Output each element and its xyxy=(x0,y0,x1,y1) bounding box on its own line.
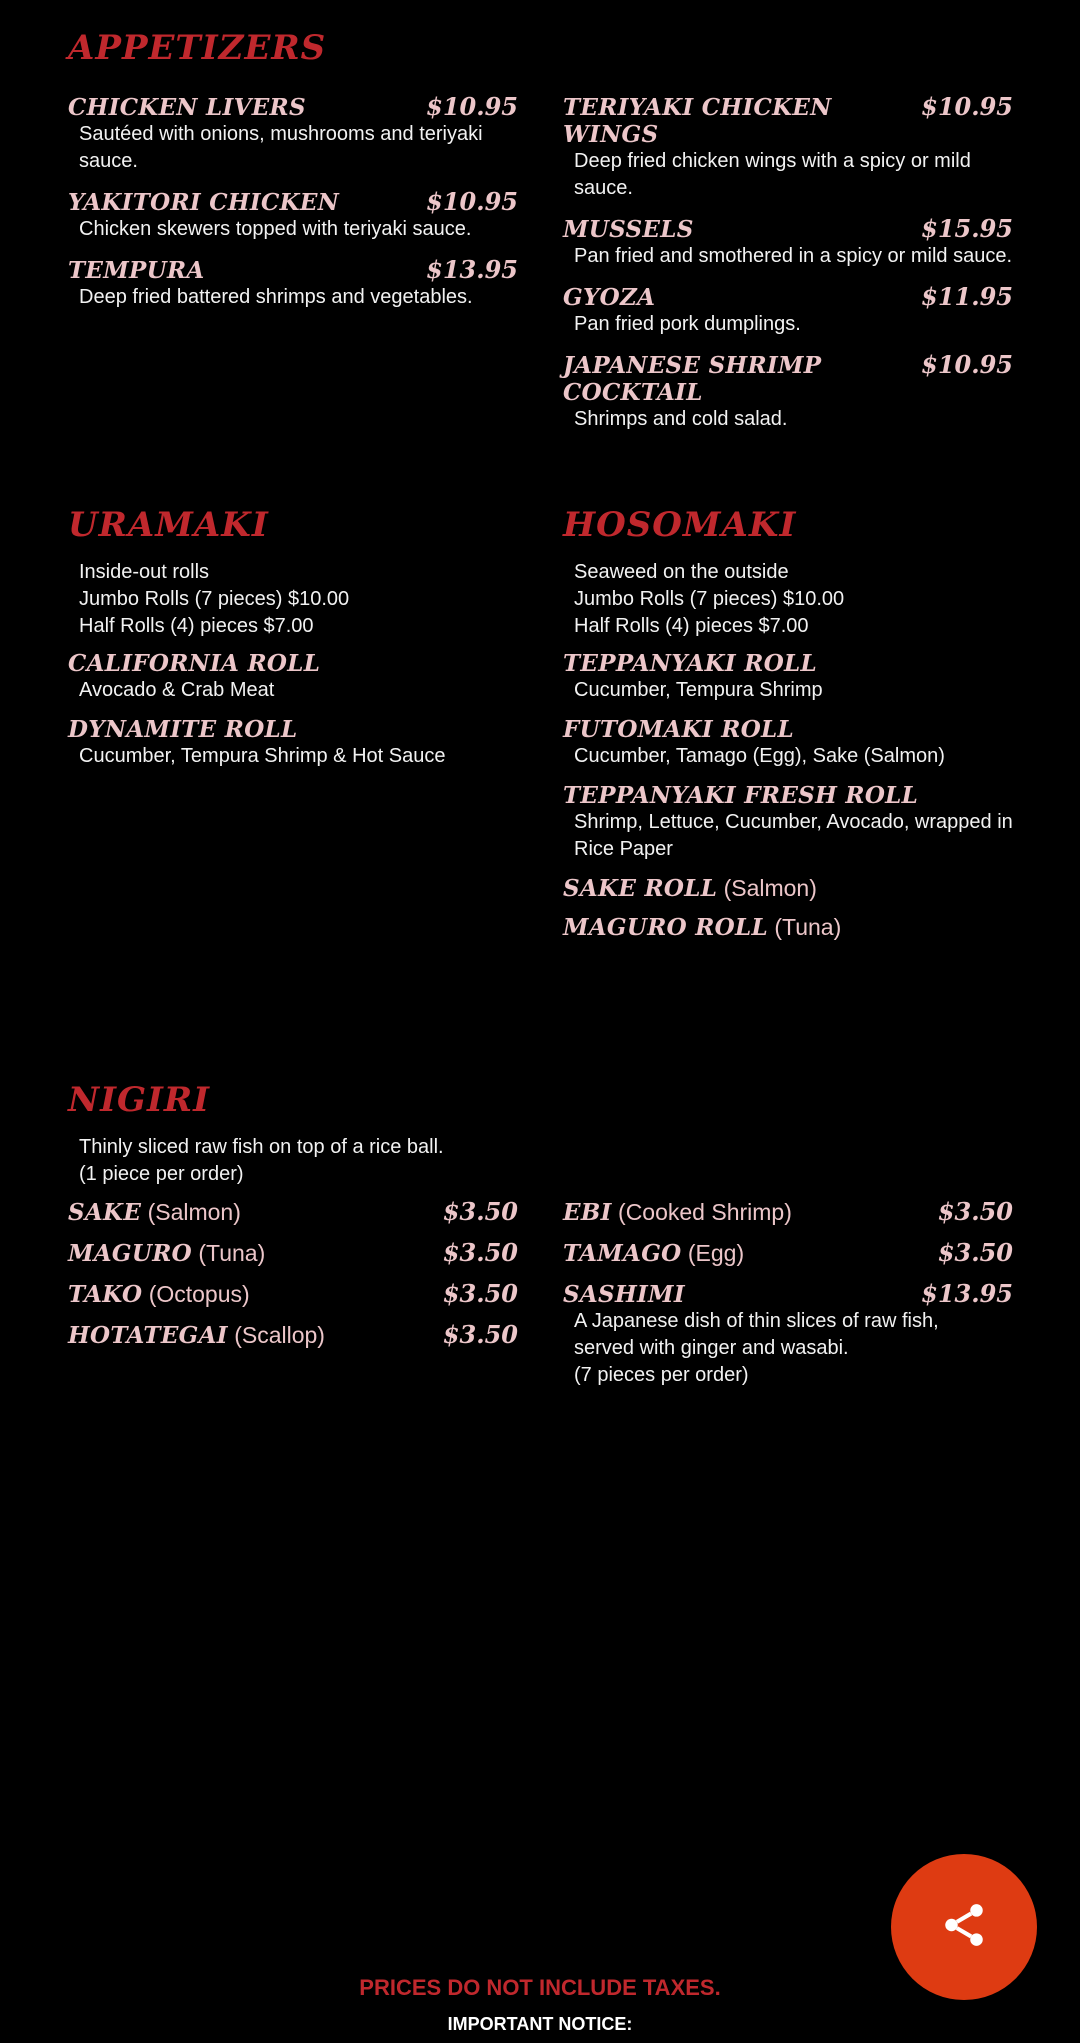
item-price: $10.95 xyxy=(426,92,518,121)
item-description: Deep fried battered shrimps and vegetables. xyxy=(79,286,473,308)
appetizers-right-column xyxy=(563,92,1013,445)
item-description: Pan fried pork dumplings. xyxy=(574,313,801,335)
section-title-nigiri: NIGIRI xyxy=(68,1080,211,1120)
item-subtitle: (Salmon) xyxy=(141,1199,241,1225)
menu-item-yakitori-chicken xyxy=(68,187,518,243)
item-description: A Japanese dish of thin slices of raw fish, served with ginger and wasabi. (7 pieces per order) xyxy=(574,1310,939,1386)
item-name: CHICKEN LIVERS xyxy=(68,94,306,121)
item-price: $15.95 xyxy=(921,214,1013,243)
item-description: Deep fried chicken wings with a spicy or mild sauce. xyxy=(574,150,971,199)
item-subtitle: (Cooked Shrimp) xyxy=(611,1199,792,1225)
menu-item-ebi xyxy=(563,1197,1013,1226)
item-price: $3.50 xyxy=(442,1320,518,1349)
item-price: $3.50 xyxy=(937,1238,1013,1267)
item-name: SAKE ROLL xyxy=(563,875,718,902)
section-title-hosomaki: HOSOMAKI xyxy=(563,505,797,545)
item-price: $13.95 xyxy=(921,1279,1013,1308)
share-button[interactable] xyxy=(891,1854,1037,2000)
item-name: EBI xyxy=(563,1199,612,1226)
menu-item-maguro xyxy=(68,1238,518,1267)
item-price: $10.95 xyxy=(426,187,518,216)
item-subtitle: (Salmon) xyxy=(717,875,817,901)
menu-item-tamago xyxy=(563,1238,1013,1267)
item-subtitle: (Egg) xyxy=(681,1240,745,1266)
menu-item-maguro-roll xyxy=(563,914,1013,941)
item-description: Avocado & Crab Meat xyxy=(79,679,275,701)
section-intro: Thinly sliced raw fish on top of a rice ball. (1 piece per order) xyxy=(79,1136,444,1185)
item-name: TEMPURA xyxy=(68,257,205,284)
nigiri-right-column xyxy=(563,1197,1013,1401)
item-name: TERIYAKI CHICKEN WINGS xyxy=(563,94,832,148)
item-description: Sautéed with onions, mushrooms and teriyaki sauce. xyxy=(79,123,483,172)
item-description: Cucumber, Tempura Shrimp & Hot Sauce xyxy=(79,745,446,767)
appetizers-left-column xyxy=(68,92,518,323)
item-name: YAKITORI CHICKEN xyxy=(68,189,340,216)
item-price: $3.50 xyxy=(937,1197,1013,1226)
item-name: TEPPANYAKI FRESH ROLL xyxy=(563,782,919,809)
menu-item-japanese-shrimp-cocktail xyxy=(563,350,1013,433)
nigiri-left-column xyxy=(68,1197,518,1361)
menu-item-mussels xyxy=(563,214,1013,270)
item-price: $13.95 xyxy=(426,255,518,284)
item-subtitle: (Tuna) xyxy=(767,914,842,940)
item-price: $3.50 xyxy=(442,1238,518,1267)
menu-item-california-roll xyxy=(68,650,518,704)
item-name: MUSSELS xyxy=(563,216,694,243)
item-subtitle: (Octopus) xyxy=(142,1281,250,1307)
menu-item-sake-roll xyxy=(563,875,1013,902)
item-name: SAKE xyxy=(68,1199,142,1226)
item-name: GYOZA xyxy=(563,284,656,311)
item-name: FUTOMAKI ROLL xyxy=(563,716,794,743)
nigiri-intro xyxy=(68,1134,518,1198)
item-name: TAMAGO xyxy=(563,1240,682,1267)
menu-item-dynamite-roll xyxy=(68,716,518,770)
item-description: Pan fried and smothered in a spicy or mild sauce. xyxy=(574,245,1012,267)
item-name: JAPANESE SHRIMP COCKTAIL xyxy=(563,352,822,406)
taxes-notice: PRICES DO NOT INCLUDE TAXES. xyxy=(359,1975,721,2000)
item-description: Chicken skewers topped with teriyaki sauce. xyxy=(79,218,472,240)
item-description: Cucumber, Tamago (Egg), Sake (Salmon) xyxy=(574,745,945,767)
item-price: $3.50 xyxy=(442,1197,518,1226)
section-intro: Seaweed on the outside Jumbo Rolls (7 pieces) $10.00 Half Rolls (4) pieces $7.00 xyxy=(574,561,845,637)
important-notice-heading: IMPORTANT NOTICE: xyxy=(447,2014,633,2034)
item-name: TAKO xyxy=(68,1281,143,1308)
item-description: Shrimp, Lettuce, Cucumber, Avocado, wrapped in Rice Paper xyxy=(574,811,1013,860)
menu-item-gyoza xyxy=(563,282,1013,338)
section-title-uramaki: URAMAKI xyxy=(68,505,269,545)
section-intro: Inside-out rolls Jumbo Rolls (7 pieces) $10.00 Half Rolls (4) pieces $7.00 xyxy=(79,561,350,637)
item-subtitle: (Scallop) xyxy=(227,1322,325,1348)
item-name: SASHIMI xyxy=(563,1281,685,1308)
menu-item-tako xyxy=(68,1279,518,1308)
item-description: Shrimps and cold salad. xyxy=(574,408,788,430)
share-icon xyxy=(939,1900,989,1955)
item-name: TEPPANYAKI ROLL xyxy=(563,650,817,677)
item-price: $3.50 xyxy=(442,1279,518,1308)
menu-item-teppanyaki-roll xyxy=(563,650,1013,704)
item-subtitle: (Tuna) xyxy=(191,1240,266,1266)
item-name: CALIFORNIA ROLL xyxy=(68,650,321,677)
menu-item-sashimi xyxy=(563,1279,1013,1389)
menu-item-sake xyxy=(68,1197,518,1226)
item-description: Cucumber, Tempura Shrimp xyxy=(574,679,823,701)
menu-item-hotategai xyxy=(68,1320,518,1349)
item-price: $10.95 xyxy=(921,350,1013,379)
menu-item-teppanyaki-fresh-roll xyxy=(563,782,1013,863)
menu-item-futomaki-roll xyxy=(563,716,1013,770)
item-name: DYNAMITE ROLL xyxy=(68,716,298,743)
item-name: MAGURO ROLL xyxy=(563,914,768,941)
hosomaki-column xyxy=(563,559,1013,953)
menu-item-tempura xyxy=(68,255,518,311)
item-price: $11.95 xyxy=(921,282,1013,311)
section-title-appetizers: APPETIZERS xyxy=(68,28,327,68)
uramaki-column xyxy=(68,559,518,782)
item-price: $10.95 xyxy=(921,92,1013,121)
menu-item-teriyaki-chicken-wings xyxy=(563,92,1013,202)
item-name: MAGURO xyxy=(68,1240,192,1267)
menu-item-chicken-livers xyxy=(68,92,518,175)
item-name: HOTATEGAI xyxy=(68,1322,228,1349)
